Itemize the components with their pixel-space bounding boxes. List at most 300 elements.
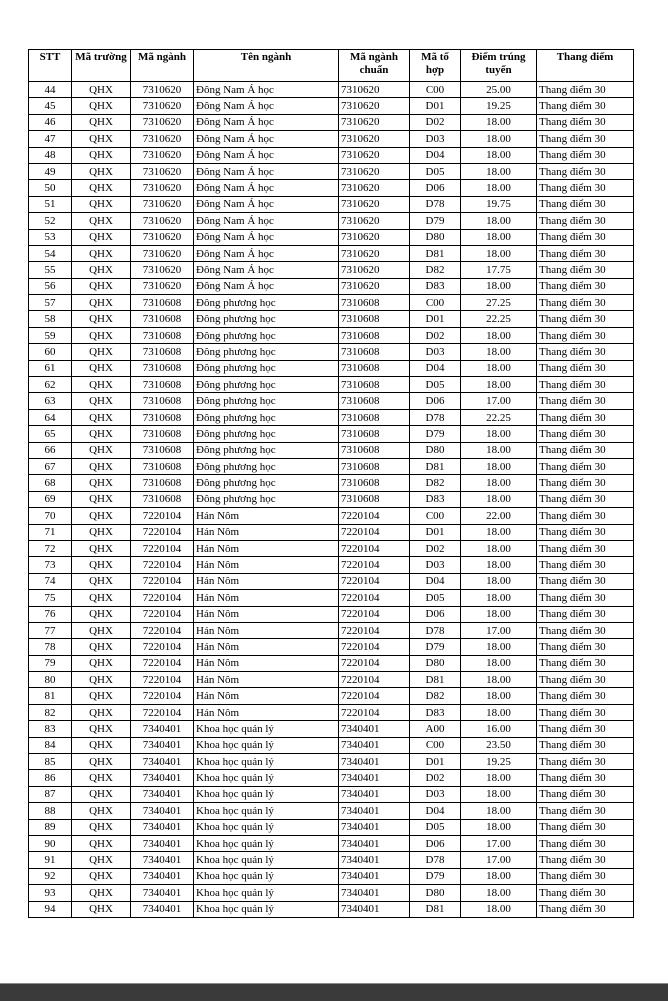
cell-ma-to-hop: D79 xyxy=(410,213,461,229)
cell-ma-nganh: 7340401 xyxy=(131,803,194,819)
cell-ma-nganh: 7310620 xyxy=(131,262,194,278)
cell-ma-truong: QHX xyxy=(72,819,131,835)
cell-ma-nganh: 7220104 xyxy=(131,655,194,671)
cell-ma-to-hop: D82 xyxy=(410,475,461,491)
cell-ma-nganh-chuan: 7310608 xyxy=(339,393,410,409)
cell-stt: 65 xyxy=(29,426,72,442)
cell-ma-to-hop: D04 xyxy=(410,147,461,163)
cell-ma-nganh-chuan: 7340401 xyxy=(339,885,410,901)
cell-ma-nganh-chuan: 7220104 xyxy=(339,524,410,540)
cell-thang-diem: Thang điểm 30 xyxy=(537,344,634,360)
cell-ten-nganh: Khoa học quản lý xyxy=(194,868,339,884)
cell-ma-nganh: 7310608 xyxy=(131,344,194,360)
cell-diem: 18.00 xyxy=(461,180,537,196)
cell-ma-nganh: 7310608 xyxy=(131,426,194,442)
cell-ma-nganh: 7310608 xyxy=(131,327,194,343)
cell-ten-nganh: Khoa học quản lý xyxy=(194,737,339,753)
table-header-row xyxy=(29,50,634,82)
cell-ma-to-hop: D83 xyxy=(410,278,461,294)
cell-ten-nganh: Khoa học quản lý xyxy=(194,885,339,901)
cell-stt: 78 xyxy=(29,639,72,655)
cell-thang-diem: Thang điểm 30 xyxy=(537,311,634,327)
cell-ma-to-hop: D83 xyxy=(410,491,461,507)
cell-ma-truong: QHX xyxy=(72,131,131,147)
cell-ma-truong: QHX xyxy=(72,524,131,540)
table-row xyxy=(29,82,634,98)
table-row xyxy=(29,278,634,294)
cell-stt: 58 xyxy=(29,311,72,327)
header-thang-diem: Thang điểm xyxy=(537,50,634,82)
cell-stt: 60 xyxy=(29,344,72,360)
cell-ma-nganh: 7310620 xyxy=(131,163,194,179)
cell-diem: 18.00 xyxy=(461,245,537,261)
cell-ten-nganh: Đông phương học xyxy=(194,491,339,507)
cell-ten-nganh: Hán Nôm xyxy=(194,606,339,622)
cell-ma-nganh-chuan: 7220104 xyxy=(339,622,410,638)
cell-stt: 52 xyxy=(29,213,72,229)
cell-ten-nganh: Đông phương học xyxy=(194,475,339,491)
cell-ma-truong: QHX xyxy=(72,573,131,589)
table-row xyxy=(29,704,634,720)
cell-thang-diem: Thang điểm 30 xyxy=(537,458,634,474)
cell-ma-truong: QHX xyxy=(72,163,131,179)
cell-ma-truong: QHX xyxy=(72,82,131,98)
cell-thang-diem: Thang điểm 30 xyxy=(537,819,634,835)
cell-ma-nganh-chuan: 7310620 xyxy=(339,213,410,229)
cell-ten-nganh: Đông phương học xyxy=(194,458,339,474)
cell-ma-to-hop: D06 xyxy=(410,835,461,851)
cell-diem: 18.00 xyxy=(461,442,537,458)
cell-ten-nganh: Đông Nam Á học xyxy=(194,180,339,196)
cell-ten-nganh: Đông Nam Á học xyxy=(194,98,339,114)
cell-ma-truong: QHX xyxy=(72,475,131,491)
cell-ma-to-hop: D02 xyxy=(410,327,461,343)
cell-thang-diem: Thang điểm 30 xyxy=(537,393,634,409)
cell-ma-nganh-chuan: 7310620 xyxy=(339,278,410,294)
cell-ten-nganh: Đông Nam Á học xyxy=(194,114,339,130)
cell-stt: 77 xyxy=(29,622,72,638)
cell-thang-diem: Thang điểm 30 xyxy=(537,672,634,688)
cell-ma-truong: QHX xyxy=(72,360,131,376)
cell-ma-truong: QHX xyxy=(72,229,131,245)
header-diem-trung-tuyen: Điểm trúng tuyển xyxy=(461,50,537,82)
cell-stt: 49 xyxy=(29,163,72,179)
cell-diem: 18.00 xyxy=(461,278,537,294)
table-row xyxy=(29,409,634,425)
cell-thang-diem: Thang điểm 30 xyxy=(537,540,634,556)
cell-thang-diem: Thang điểm 30 xyxy=(537,360,634,376)
cell-ma-nganh-chuan: 7310620 xyxy=(339,245,410,261)
table-row xyxy=(29,262,634,278)
cell-ma-to-hop: D04 xyxy=(410,360,461,376)
cell-thang-diem: Thang điểm 30 xyxy=(537,721,634,737)
cell-thang-diem: Thang điểm 30 xyxy=(537,639,634,655)
cell-ma-truong: QHX xyxy=(72,278,131,294)
cell-stt: 71 xyxy=(29,524,72,540)
cell-stt: 44 xyxy=(29,82,72,98)
cell-thang-diem: Thang điểm 30 xyxy=(537,573,634,589)
cell-ma-nganh-chuan: 7310620 xyxy=(339,147,410,163)
cell-ma-truong: QHX xyxy=(72,180,131,196)
table-row xyxy=(29,196,634,212)
cell-diem: 18.00 xyxy=(461,163,537,179)
cell-diem: 17.75 xyxy=(461,262,537,278)
cell-stt: 59 xyxy=(29,327,72,343)
cell-ten-nganh: Đông Nam Á học xyxy=(194,196,339,212)
cell-ma-nganh: 7310620 xyxy=(131,180,194,196)
cell-ma-to-hop: D81 xyxy=(410,672,461,688)
cell-ma-to-hop: D78 xyxy=(410,622,461,638)
table-row xyxy=(29,98,634,114)
table-row xyxy=(29,639,634,655)
cell-stt: 83 xyxy=(29,721,72,737)
cell-ten-nganh: Đông phương học xyxy=(194,295,339,311)
cell-ma-nganh: 7220104 xyxy=(131,639,194,655)
cell-ma-truong: QHX xyxy=(72,458,131,474)
cell-ma-nganh: 7220104 xyxy=(131,704,194,720)
cell-stt: 87 xyxy=(29,786,72,802)
cell-diem: 19.25 xyxy=(461,98,537,114)
cell-stt: 68 xyxy=(29,475,72,491)
cell-diem: 18.00 xyxy=(461,229,537,245)
cell-ten-nganh: Hán Nôm xyxy=(194,688,339,704)
cell-diem: 18.00 xyxy=(461,377,537,393)
cell-thang-diem: Thang điểm 30 xyxy=(537,557,634,573)
cell-thang-diem: Thang điểm 30 xyxy=(537,229,634,245)
table-row xyxy=(29,131,634,147)
cell-ma-to-hop: D78 xyxy=(410,852,461,868)
table-row xyxy=(29,852,634,868)
cell-ma-truong: QHX xyxy=(72,147,131,163)
cell-ma-nganh-chuan: 7340401 xyxy=(339,770,410,786)
cell-ten-nganh: Đông Nam Á học xyxy=(194,147,339,163)
cell-stt: 50 xyxy=(29,180,72,196)
cell-ma-nganh-chuan: 7340401 xyxy=(339,737,410,753)
cell-ma-nganh-chuan: 7340401 xyxy=(339,803,410,819)
cell-stt: 88 xyxy=(29,803,72,819)
table-row xyxy=(29,524,634,540)
cell-diem: 22.25 xyxy=(461,311,537,327)
cell-ten-nganh: Hán Nôm xyxy=(194,655,339,671)
cell-ma-to-hop: D03 xyxy=(410,557,461,573)
cell-ma-truong: QHX xyxy=(72,311,131,327)
cell-ma-to-hop: D05 xyxy=(410,590,461,606)
cell-diem: 18.00 xyxy=(461,540,537,556)
cell-diem: 18.00 xyxy=(461,327,537,343)
cell-stt: 75 xyxy=(29,590,72,606)
table-row xyxy=(29,344,634,360)
cell-diem: 18.00 xyxy=(461,557,537,573)
cell-thang-diem: Thang điểm 30 xyxy=(537,606,634,622)
cell-ma-truong: QHX xyxy=(72,98,131,114)
cell-ma-to-hop: D03 xyxy=(410,344,461,360)
cell-ma-nganh-chuan: 7340401 xyxy=(339,786,410,802)
cell-ma-nganh: 7220104 xyxy=(131,540,194,556)
table-row xyxy=(29,786,634,802)
cell-ma-truong: QHX xyxy=(72,245,131,261)
cell-thang-diem: Thang điểm 30 xyxy=(537,852,634,868)
cell-stt: 66 xyxy=(29,442,72,458)
cell-ma-nganh: 7220104 xyxy=(131,573,194,589)
cell-stt: 91 xyxy=(29,852,72,868)
cell-ten-nganh: Khoa học quản lý xyxy=(194,754,339,770)
table-row xyxy=(29,360,634,376)
cell-stt: 76 xyxy=(29,606,72,622)
cell-ma-nganh-chuan: 7220104 xyxy=(339,672,410,688)
cell-stt: 94 xyxy=(29,901,72,917)
cell-diem: 18.00 xyxy=(461,491,537,507)
header-ma-truong: Mã trường xyxy=(72,50,131,82)
cell-ma-to-hop: D80 xyxy=(410,442,461,458)
cell-diem: 18.00 xyxy=(461,901,537,917)
cell-ma-truong: QHX xyxy=(72,672,131,688)
cell-ma-to-hop: D01 xyxy=(410,311,461,327)
cell-ma-truong: QHX xyxy=(72,377,131,393)
table-row xyxy=(29,754,634,770)
cell-stt: 85 xyxy=(29,754,72,770)
cell-ma-truong: QHX xyxy=(72,213,131,229)
cell-ma-nganh: 7310620 xyxy=(131,98,194,114)
cell-ma-nganh: 7310608 xyxy=(131,458,194,474)
cell-diem: 18.00 xyxy=(461,131,537,147)
cell-ten-nganh: Đông phương học xyxy=(194,311,339,327)
cell-thang-diem: Thang điểm 30 xyxy=(537,98,634,114)
table-row xyxy=(29,901,634,917)
cell-thang-diem: Thang điểm 30 xyxy=(537,377,634,393)
cell-ten-nganh: Đông Nam Á học xyxy=(194,278,339,294)
cell-thang-diem: Thang điểm 30 xyxy=(537,278,634,294)
cell-ma-nganh: 7310608 xyxy=(131,409,194,425)
cell-ma-nganh-chuan: 7310620 xyxy=(339,163,410,179)
cell-ten-nganh: Đông phương học xyxy=(194,344,339,360)
viewer-bottom-bar xyxy=(0,983,668,1001)
cell-stt: 81 xyxy=(29,688,72,704)
cell-ten-nganh: Khoa học quản lý xyxy=(194,786,339,802)
cell-ma-truong: QHX xyxy=(72,491,131,507)
cell-ma-nganh-chuan: 7310620 xyxy=(339,98,410,114)
cell-thang-diem: Thang điểm 30 xyxy=(537,868,634,884)
cell-ma-truong: QHX xyxy=(72,786,131,802)
cell-diem: 18.00 xyxy=(461,213,537,229)
cell-ma-truong: QHX xyxy=(72,721,131,737)
cell-ma-to-hop: D06 xyxy=(410,180,461,196)
cell-ma-to-hop: D83 xyxy=(410,704,461,720)
cell-thang-diem: Thang điểm 30 xyxy=(537,409,634,425)
cell-ma-nganh-chuan: 7310620 xyxy=(339,196,410,212)
cell-diem: 18.00 xyxy=(461,655,537,671)
cell-thang-diem: Thang điểm 30 xyxy=(537,688,634,704)
cell-ma-nganh: 7340401 xyxy=(131,721,194,737)
cell-thang-diem: Thang điểm 30 xyxy=(537,754,634,770)
cell-ma-nganh: 7340401 xyxy=(131,786,194,802)
table-row xyxy=(29,311,634,327)
cell-stt: 93 xyxy=(29,885,72,901)
cell-ma-nganh-chuan: 7310608 xyxy=(339,311,410,327)
cell-ma-nganh-chuan: 7310608 xyxy=(339,442,410,458)
cell-diem: 18.00 xyxy=(461,672,537,688)
cell-ma-nganh: 7310608 xyxy=(131,377,194,393)
cell-ten-nganh: Đông phương học xyxy=(194,327,339,343)
cell-ma-to-hop: D78 xyxy=(410,196,461,212)
cell-ten-nganh: Đông Nam Á học xyxy=(194,131,339,147)
cell-stt: 90 xyxy=(29,835,72,851)
cell-ten-nganh: Đông Nam Á học xyxy=(194,213,339,229)
cell-ma-nganh: 7340401 xyxy=(131,835,194,851)
cell-diem: 23.50 xyxy=(461,737,537,753)
cell-thang-diem: Thang điểm 30 xyxy=(537,655,634,671)
table-row xyxy=(29,557,634,573)
cell-ma-nganh-chuan: 7340401 xyxy=(339,868,410,884)
cell-ma-nganh: 7220104 xyxy=(131,672,194,688)
cell-ma-nganh-chuan: 7220104 xyxy=(339,655,410,671)
cell-ten-nganh: Khoa học quản lý xyxy=(194,803,339,819)
table-row xyxy=(29,180,634,196)
cell-ma-nganh: 7340401 xyxy=(131,901,194,917)
table-row xyxy=(29,737,634,753)
cell-diem: 18.00 xyxy=(461,639,537,655)
cell-ma-nganh-chuan: 7340401 xyxy=(339,901,410,917)
cell-ma-nganh-chuan: 7220104 xyxy=(339,557,410,573)
cell-ma-nganh: 7310608 xyxy=(131,360,194,376)
cell-ma-nganh-chuan: 7220104 xyxy=(339,540,410,556)
cell-stt: 46 xyxy=(29,114,72,130)
table-row xyxy=(29,213,634,229)
table-row xyxy=(29,163,634,179)
cell-diem: 17.00 xyxy=(461,852,537,868)
table-row xyxy=(29,721,634,737)
cell-diem: 18.00 xyxy=(461,590,537,606)
cell-ma-to-hop: D06 xyxy=(410,606,461,622)
table-row xyxy=(29,327,634,343)
cell-ma-to-hop: D81 xyxy=(410,245,461,261)
cell-ma-to-hop: C00 xyxy=(410,737,461,753)
cell-ma-nganh-chuan: 7310608 xyxy=(339,491,410,507)
cell-stt: 62 xyxy=(29,377,72,393)
header-ma-nganh-chuan: Mã ngành chuẩn xyxy=(339,50,410,82)
cell-thang-diem: Thang điểm 30 xyxy=(537,622,634,638)
cell-ten-nganh: Khoa học quản lý xyxy=(194,835,339,851)
table-row xyxy=(29,114,634,130)
cell-ma-truong: QHX xyxy=(72,295,131,311)
cell-diem: 18.00 xyxy=(461,688,537,704)
cell-thang-diem: Thang điểm 30 xyxy=(537,131,634,147)
cell-stt: 53 xyxy=(29,229,72,245)
cell-thang-diem: Thang điểm 30 xyxy=(537,475,634,491)
cell-ma-to-hop: D05 xyxy=(410,819,461,835)
cell-ma-truong: QHX xyxy=(72,196,131,212)
cell-ma-nganh-chuan: 7310608 xyxy=(339,360,410,376)
cell-diem: 25.00 xyxy=(461,82,537,98)
cell-ma-nganh: 7310620 xyxy=(131,114,194,130)
cell-stt: 55 xyxy=(29,262,72,278)
cell-ma-nganh: 7340401 xyxy=(131,885,194,901)
cell-ten-nganh: Hán Nôm xyxy=(194,573,339,589)
cell-thang-diem: Thang điểm 30 xyxy=(537,163,634,179)
cell-thang-diem: Thang điểm 30 xyxy=(537,786,634,802)
cell-ma-truong: QHX xyxy=(72,852,131,868)
cell-ma-to-hop: D78 xyxy=(410,409,461,425)
table-row xyxy=(29,475,634,491)
cell-thang-diem: Thang điểm 30 xyxy=(537,426,634,442)
cell-ten-nganh: Đông phương học xyxy=(194,393,339,409)
cell-ma-nganh-chuan: 7220104 xyxy=(339,573,410,589)
table-row xyxy=(29,491,634,507)
cell-ma-nganh: 7220104 xyxy=(131,508,194,524)
cell-ma-nganh-chuan: 7340401 xyxy=(339,835,410,851)
cell-ma-truong: QHX xyxy=(72,639,131,655)
cell-thang-diem: Thang điểm 30 xyxy=(537,704,634,720)
table-row xyxy=(29,770,634,786)
cell-ma-to-hop: D05 xyxy=(410,163,461,179)
cell-ma-nganh-chuan: 7310608 xyxy=(339,377,410,393)
cell-ma-nganh: 7310620 xyxy=(131,245,194,261)
cell-ma-nganh: 7220104 xyxy=(131,524,194,540)
cell-stt: 80 xyxy=(29,672,72,688)
cell-ma-nganh: 7310620 xyxy=(131,196,194,212)
cell-ma-truong: QHX xyxy=(72,344,131,360)
cell-ma-truong: QHX xyxy=(72,622,131,638)
cell-ma-to-hop: C00 xyxy=(410,508,461,524)
cell-ma-truong: QHX xyxy=(72,590,131,606)
cell-thang-diem: Thang điểm 30 xyxy=(537,245,634,261)
cell-ma-to-hop: D04 xyxy=(410,803,461,819)
table-row xyxy=(29,835,634,851)
cell-ma-to-hop: D02 xyxy=(410,114,461,130)
cell-ten-nganh: Đông Nam Á học xyxy=(194,82,339,98)
cell-stt: 70 xyxy=(29,508,72,524)
cell-ten-nganh: Hán Nôm xyxy=(194,622,339,638)
cell-ma-truong: QHX xyxy=(72,557,131,573)
cell-ma-to-hop: D01 xyxy=(410,98,461,114)
cell-ma-to-hop: D81 xyxy=(410,458,461,474)
cell-diem: 17.00 xyxy=(461,622,537,638)
cell-ma-to-hop: D80 xyxy=(410,229,461,245)
cell-ma-truong: QHX xyxy=(72,393,131,409)
cell-stt: 64 xyxy=(29,409,72,425)
cell-thang-diem: Thang điểm 30 xyxy=(537,508,634,524)
cell-ma-nganh: 7340401 xyxy=(131,868,194,884)
cell-ma-nganh: 7310608 xyxy=(131,295,194,311)
cell-ma-truong: QHX xyxy=(72,508,131,524)
table-row xyxy=(29,622,634,638)
cell-ten-nganh: Hán Nôm xyxy=(194,672,339,688)
cell-ma-to-hop: D03 xyxy=(410,131,461,147)
cell-stt: 54 xyxy=(29,245,72,261)
header-ma-nganh: Mã ngành xyxy=(131,50,194,82)
cell-ma-nganh-chuan: 7220104 xyxy=(339,704,410,720)
cell-ma-nganh-chuan: 7310620 xyxy=(339,131,410,147)
cell-ma-to-hop: D03 xyxy=(410,786,461,802)
cell-ma-nganh: 7340401 xyxy=(131,737,194,753)
cell-ma-nganh: 7310620 xyxy=(131,131,194,147)
table-row xyxy=(29,508,634,524)
cell-ma-to-hop: D01 xyxy=(410,524,461,540)
cell-ma-nganh-chuan: 7310608 xyxy=(339,295,410,311)
cell-ma-nganh-chuan: 7310608 xyxy=(339,426,410,442)
cell-ma-truong: QHX xyxy=(72,754,131,770)
cell-stt: 61 xyxy=(29,360,72,376)
cell-diem: 17.00 xyxy=(461,393,537,409)
cell-stt: 57 xyxy=(29,295,72,311)
cell-ma-nganh: 7220104 xyxy=(131,590,194,606)
cell-ma-to-hop: D79 xyxy=(410,639,461,655)
cell-stt: 47 xyxy=(29,131,72,147)
cell-ten-nganh: Đông phương học xyxy=(194,442,339,458)
cell-ten-nganh: Đông phương học xyxy=(194,360,339,376)
cell-thang-diem: Thang điểm 30 xyxy=(537,147,634,163)
header-stt: STT xyxy=(29,50,72,82)
cell-ma-truong: QHX xyxy=(72,442,131,458)
